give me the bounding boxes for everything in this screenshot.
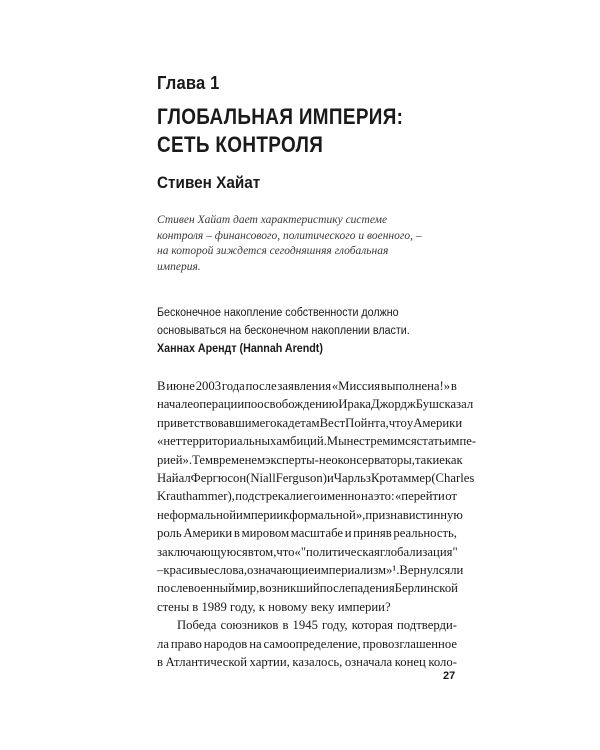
chapter-title bbox=[157, 103, 477, 159]
body-line: «нет территориальных амбиций. Мы не стремимся стать импе- bbox=[157, 434, 477, 449]
abstract-line: на которой зиждется сегодняшняя глобальная bbox=[157, 245, 389, 257]
body-line: заключающуюся в том, что «"политическая глобализация" bbox=[157, 544, 458, 559]
body-line: Krauthammer), подстрекали его именно на это: «перейти от bbox=[157, 489, 457, 504]
body-line: Найал Фергюсон (Niall Ferguson) и Чарльз Кротаммер (Charles bbox=[157, 471, 475, 486]
body-line: В июне 2003 года после заявления «Миссия выполнена!» в bbox=[157, 379, 457, 393]
chapter-label: Глава 1 bbox=[157, 73, 220, 93]
abstract-line: Стивен Хайат дает характеристику системе bbox=[157, 214, 388, 226]
paragraph-1 bbox=[157, 377, 477, 616]
chapter-title-line: СЕТЬ КОНТРОЛЯ bbox=[157, 132, 324, 157]
epigraph-line: основываться на бесконечном накоплении власти. bbox=[157, 325, 410, 337]
chapter-abstract bbox=[157, 213, 457, 275]
body-line: в Атлантической хартии, казалось, означала конец коло- bbox=[157, 655, 457, 670]
body-line: рией». Тем временем эксперты-неоконсерваторы, такие как bbox=[157, 452, 463, 467]
epigraph bbox=[157, 304, 477, 358]
body-line: приветствовавшим его кадетам Вест Пойнта, что у Америки bbox=[157, 415, 463, 430]
abstract-line: контроля – финансового, политического и военного, – bbox=[157, 229, 422, 242]
page-number: 27 bbox=[443, 670, 456, 682]
body-line: послевоенный мир, возникший после падения Берлинской bbox=[157, 581, 458, 596]
body-line: Победа союзников в 1945 году, которая подтверди- bbox=[177, 618, 457, 633]
epigraph-line: Бесконечное накопление собственности должно bbox=[157, 307, 399, 319]
body-line: стены в 1989 году, к новому веку империи? bbox=[157, 599, 391, 614]
body-line: роль Америки в мировом масштабе и приняв реальность, bbox=[157, 526, 457, 541]
chapter-title-line: ГЛОБАЛЬНАЯ ИМПЕРИЯ: bbox=[157, 104, 404, 129]
body-line: начале операции по освобождению Ирака Джордж Буш сказал bbox=[157, 397, 474, 412]
chapter-author: Стивен Хайат bbox=[157, 173, 261, 192]
paragraph-2 bbox=[157, 616, 457, 671]
epigraph-source: Ханнах Арендт (Hannah Arendt) bbox=[157, 343, 323, 355]
body-line: неформальной империи к формальной», признав истинную bbox=[157, 507, 463, 522]
abstract-line: империя. bbox=[157, 260, 201, 273]
body-text bbox=[157, 377, 477, 672]
body-line: – красивые слова, означающие империализм»¹. Вернулся ли bbox=[157, 563, 464, 578]
body-line: ла право народов на самоопределение, провозглашенное bbox=[157, 636, 457, 651]
